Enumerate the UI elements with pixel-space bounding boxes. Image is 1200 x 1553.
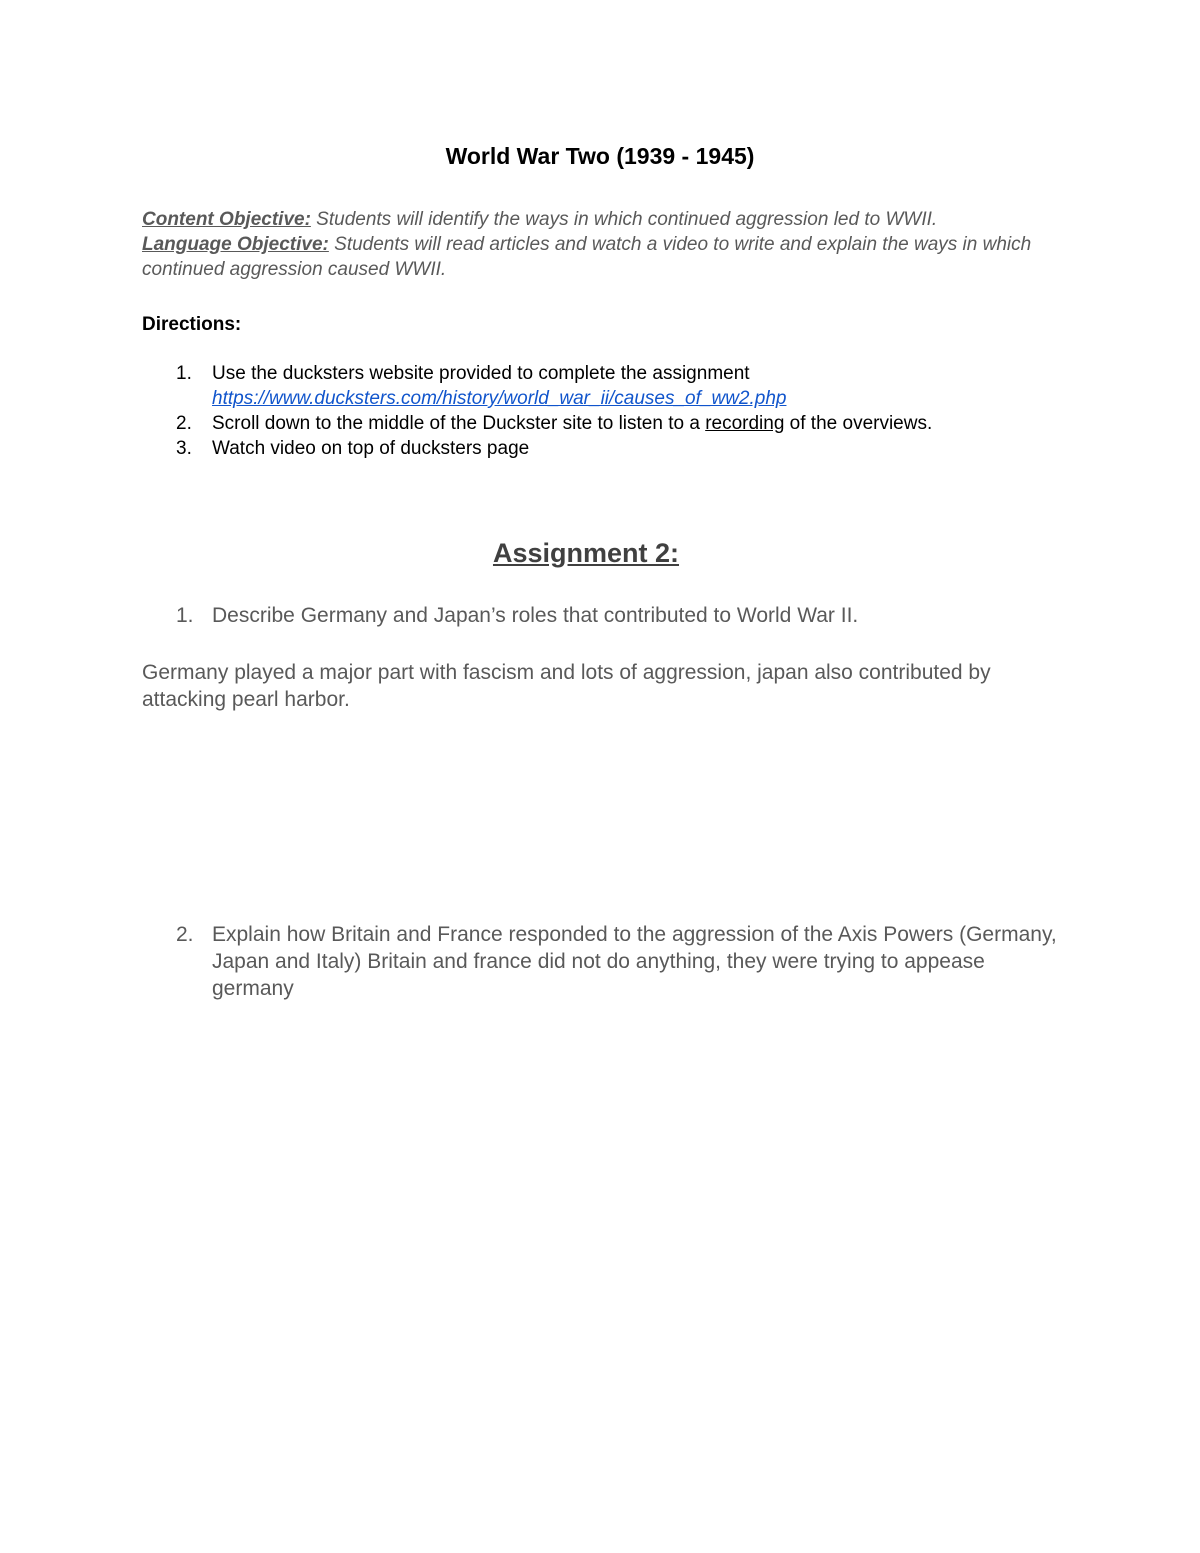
list-item (142, 411, 1082, 436)
language-objective-text: Students will read articles and watch a video to write and explain the ways in which continued aggression caused WWII. (142, 234, 1032, 280)
question-number: 1. (176, 604, 194, 627)
list-number: 3. (176, 438, 192, 459)
question-text: Describe Germany and Japan’s roles that contributed to World War II. (212, 604, 859, 627)
direction-text: Use the ducksters website provided to complete the assignment (212, 363, 750, 384)
list-number: 2. (176, 413, 192, 434)
direction-text: of the overviews. (784, 413, 933, 434)
ducksters-link[interactable]: https://www.ducksters.com/history/world_war_ii/causes_of_ww2.php (212, 388, 787, 409)
list-number: 1. (176, 363, 192, 384)
language-objective-label: Language Objective: (142, 234, 329, 255)
question-text: Explain how Britain and France responded to the aggression of the Axis Powers (Germany, Japan and Italy) Britain and france did not do anything, they were trying to appease germany (212, 923, 1057, 1000)
directions-list (142, 361, 1082, 461)
question-list (142, 602, 1082, 629)
list-item (142, 361, 1082, 411)
content-objective-label: Content Objective: (142, 209, 311, 230)
list-item (142, 436, 1082, 461)
question-item (142, 602, 1082, 629)
assignment-heading-text: Assignment 2: (492, 538, 680, 568)
recording-link[interactable]: recording (705, 413, 785, 434)
direction-text: Scroll down to the middle of the Duckster site to listen to a (212, 413, 706, 434)
directions-label: Directions: (142, 314, 242, 335)
question-number: 2. (176, 923, 194, 946)
page-title: World War Two (1939 - 1945) (445, 143, 755, 169)
question-item (142, 921, 1062, 1002)
answer-text: Germany played a major part with fascism and lots of aggression, japan also contributed by attacking pearl harbor. (142, 661, 991, 711)
direction-text: Watch video on top of ducksters page (212, 438, 530, 459)
question-list (142, 921, 1062, 1002)
objectives-block (142, 207, 1072, 282)
content-objective-text: Students will identify the ways in which continued aggression led to WWII. (310, 209, 938, 230)
assignment-heading (0, 538, 1172, 569)
